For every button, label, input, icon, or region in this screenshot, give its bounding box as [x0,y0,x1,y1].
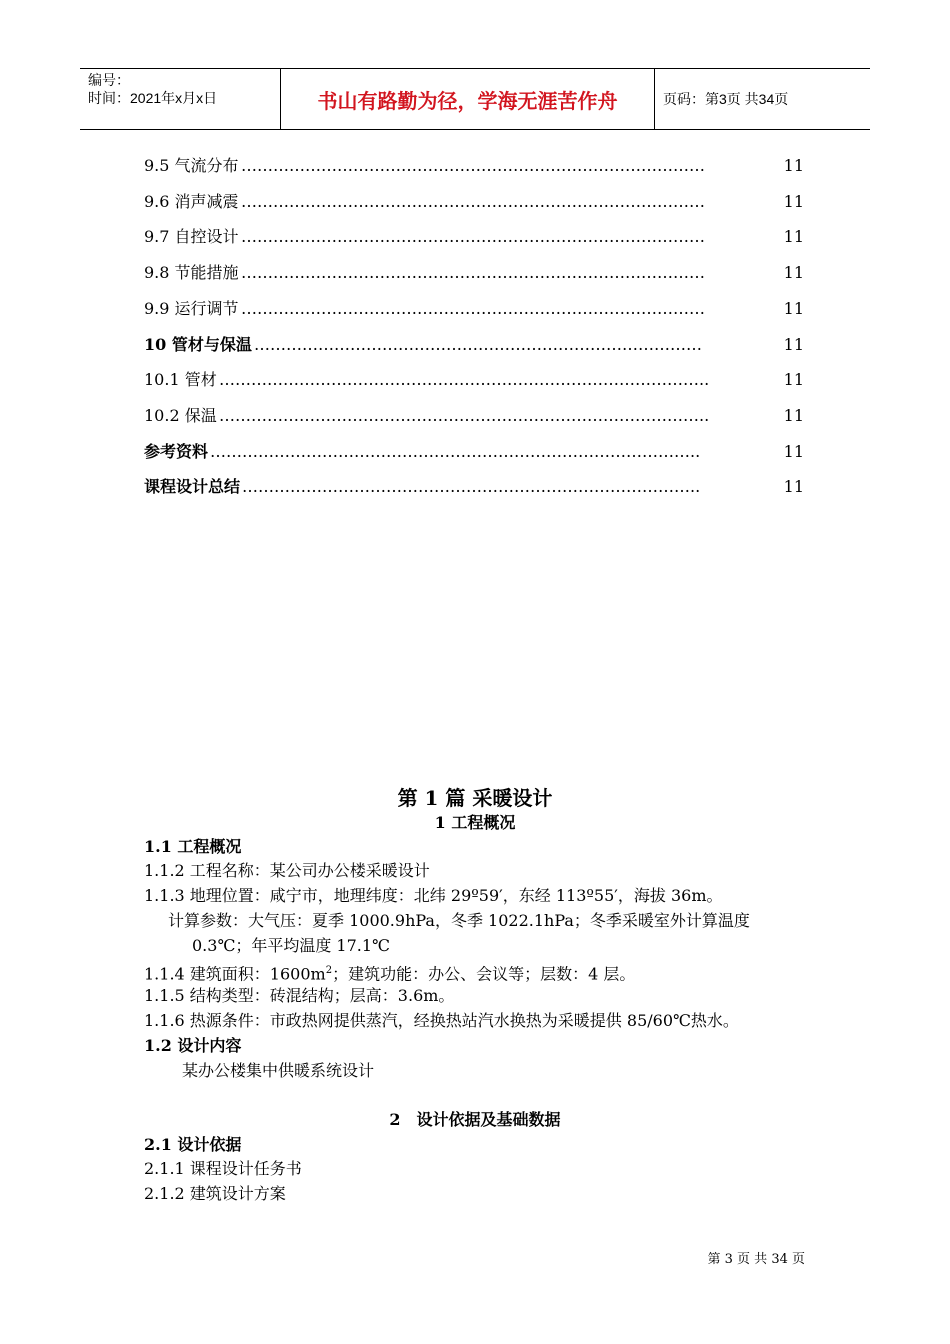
item-1-1-4 [144,960,635,985]
toc-entry-page: 11 [783,370,804,390]
toc-entry-page: 11 [783,441,804,461]
toc-entry-leader: ………………………………………………………………………….. [242,477,701,497]
toc-entry [144,190,804,214]
toc-entry [144,368,804,392]
toc-entry-label: 课程设计总结 [144,475,242,499]
toc-entry [144,261,804,285]
toc-entry-leader: ……………………………………………………………………………….. [210,441,701,461]
header-meta [80,69,281,129]
toc-entry-leader: …………………………………………………………………………… [241,263,705,283]
toc-entry-leader: …………………………………………………………………………… [241,191,705,211]
toc-entry-leader: ……………………………………………………………………………….. [219,370,710,390]
toc-entry [144,225,804,249]
toc-entry [144,475,804,499]
toc-entry-label: 9.6 消声减震 [144,190,241,214]
toc-entry [144,154,804,178]
item-1-1-2: 1.1.2 工程名称：某公司办公楼采暖设计 [144,861,430,880]
header-number: 编号： [88,72,130,88]
toc-entry-label: 10 管材与保温 [144,333,254,357]
section-1-2-text: 某办公楼集中供暖系统设计 [182,1061,375,1080]
toc-entry-page: 11 [783,227,804,247]
item-1-1-3: 1.1.3 地理位置：咸宁市，地理纬度：北纬 29º59′，东经 113º55′，海拔 36m。 [144,886,723,905]
item-1-1-6: 1.1.6 热源条件：市政热网提供蒸汽，经换热站汽水换热为采暖提供 85/60℃热水。 [144,1011,739,1030]
item-1-1-4-suffix: ；建筑功能：办公、会议等；层数：4 层。 [332,964,636,984]
item-1-1-4-sup: 2 [325,965,333,976]
item-2-1-1: 2.1.1 课程设计任务书 [144,1159,302,1178]
page-header [80,68,870,130]
toc-entry [144,333,804,357]
toc-entry [144,404,804,428]
toc-entry-page: 11 [783,405,804,425]
section-2-1-heading: 2.1 设计依据 [144,1135,242,1154]
calc-params-line1: 计算参数：大气压：夏季 1000.9hPa，冬季 1022.1hPa；冬季采暖室外计算温度 [168,911,750,930]
header-time: 时间：2021年x月x日 [88,90,218,106]
toc-entry [144,440,804,464]
header-motto: 书山有路勤为径，学海无涯苦作舟 [281,69,655,129]
item-1-1-5: 1.1.5 结构类型：砖混结构；层高：3.6m。 [144,986,455,1005]
toc-entry-label: 参考资料 [144,440,210,464]
toc-entry-page: 11 [783,334,804,354]
item-2-1-2: 2.1.2 建筑设计方案 [144,1184,286,1203]
section-1-1-heading: 1.1 工程概况 [144,837,242,856]
toc-entry-label: 9.8 节能措施 [144,261,241,285]
item-1-1-4-prefix: 1.1.4 建筑面积：1600m [144,964,326,984]
toc-entry-leader: …………………………………………………………………………… [241,227,705,247]
toc-entry-leader: …………………………………………………………………………… [241,156,705,175]
toc-entry-leader: …………………………………………………………………………… [241,298,705,318]
toc-entry-page: 11 [783,191,804,211]
toc-entry-page: 11 [783,263,804,283]
section-1-2-heading: 1.2 设计内容 [144,1036,242,1055]
chapter1-title: 1 工程概况 [434,813,516,832]
part-title: 第 1 篇 采暖设计 [397,786,553,810]
toc-entry-label: 10.2 保温 [144,404,219,428]
toc-entry-leader: ……………………………………………………………………………….. [219,405,710,425]
chapter2-title: 2 设计依据及基础数据 [389,1110,561,1129]
toc-entry-label: 9.5 气流分布 [144,154,241,178]
toc-entry-label: 9.7 自控设计 [144,225,241,249]
toc-entry [144,297,804,321]
toc-entry-label: 9.9 运行调节 [144,297,241,321]
toc-entry-label: 10.1 管材 [144,368,219,392]
toc-entry-page: 11 [783,156,804,175]
header-page: 页码：第3页 共34页 [663,91,789,107]
calc-params-line2: 0.3℃；年平均温度 17.1℃ [192,936,390,955]
toc-entry-leader: ………………………………………………………………………… [254,334,702,354]
toc-entry-page: 11 [783,477,804,497]
page-footer: 第 3 页 共 34 页 [707,1252,805,1267]
toc-entry-page: 11 [783,298,804,318]
